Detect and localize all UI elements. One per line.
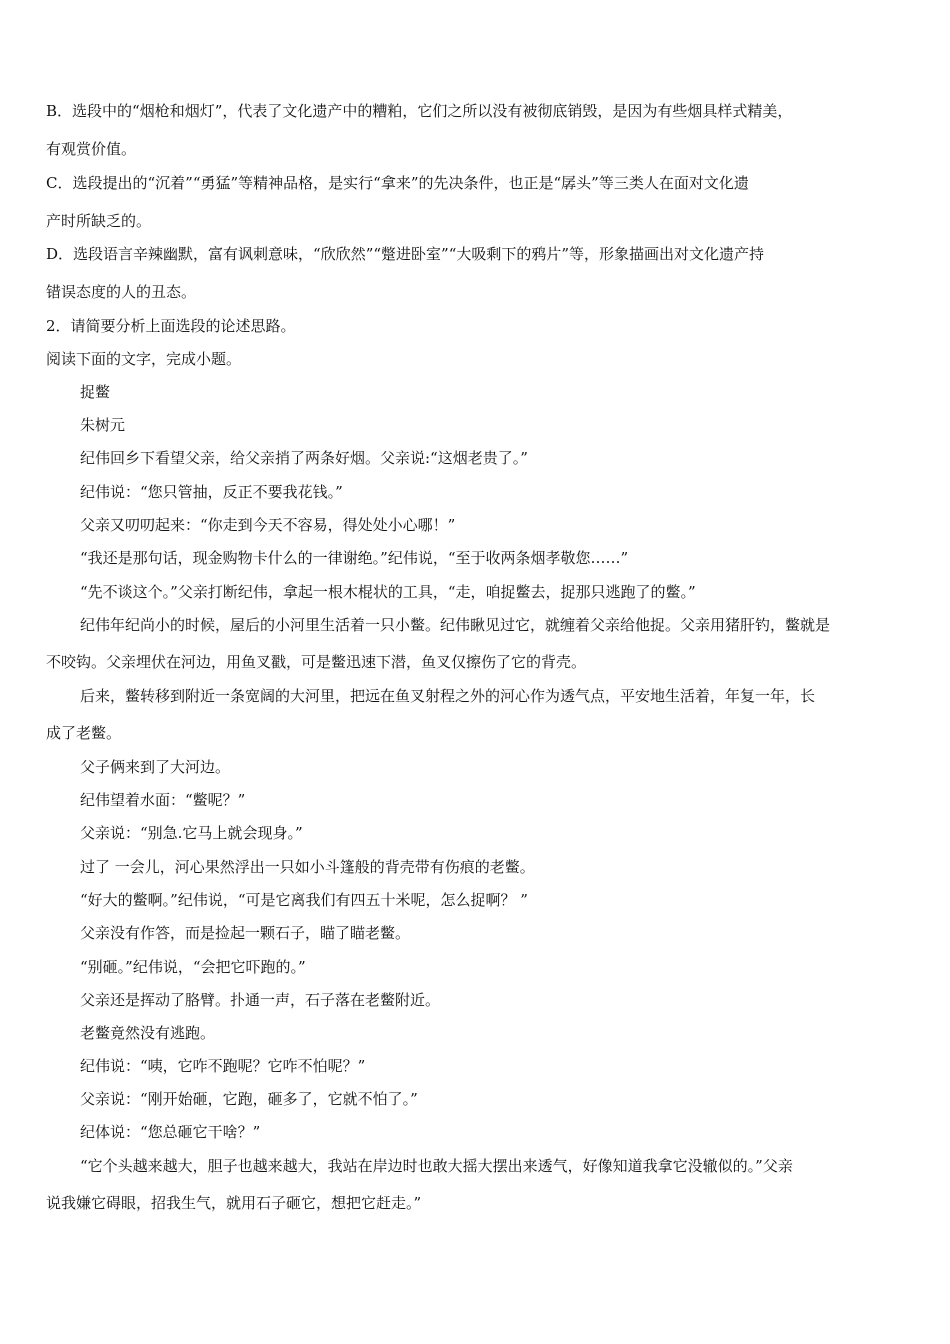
option-d-line-1: D．选段语言辛辣幽默，富有讽刺意味，“欣欣然”“蹩进卧室”“大吸剩下的鸦片”等，形象描画出对文化遗产持: [46, 245, 765, 263]
story-paragraph: 纪伟望着水面：“鳖呢？”: [80, 791, 246, 809]
story-paragraph-continuation: 不咬钩。父亲埋伏在河边，用鱼叉戳，可是鳖迅速下潜，鱼叉仅擦伤了它的背壳。: [46, 653, 587, 671]
option-b-line-2: 有观赏价值。: [46, 140, 137, 158]
option-c-line-2: 产时所缺乏的。: [46, 212, 152, 230]
story-paragraph: 父亲没有作答，而是捡起一颗石子，瞄了瞄老鳖。: [80, 924, 411, 942]
story-paragraph: “别砸。”纪伟说，“会把它吓跑的。”: [80, 958, 306, 976]
story-paragraph: 纪体说：“您总砸它干啥？”: [80, 1123, 261, 1141]
story-paragraph: 老鳖竟然没有逃跑。: [80, 1024, 216, 1042]
story-paragraph: 父亲又叨叨起来：“你走到今天不容易，得处处小心哪！”: [80, 516, 456, 534]
story-paragraph: “它个头越来越大，胆子也越来越大，我站在岸边时也敢大摇大摆出来透气，好像知道我拿它没辙似的。”父亲: [80, 1157, 793, 1175]
question-2: 2．请简要分析上面选段的论述思路。: [46, 317, 296, 335]
option-c-line-1: C．选段提出的“沉着”“勇猛”等精神品格，是实行“拿来”的先决条件，也正是“孱头”等三类人在面对文化遗: [46, 174, 749, 192]
reading-instruction: 阅读下面的文字，完成小题。: [46, 350, 242, 368]
story-paragraph: 父亲还是挥动了胳臂。扑通一声，石子落在老鳖附近。: [80, 991, 441, 1009]
story-paragraph: 纪伟说：“您只管抽，反正不要我花钱。”: [80, 483, 343, 501]
story-paragraph: “先不谈这个。”父亲打断纪伟，拿起一根木棍状的工具，“走，咱捉鳖去，捉那只逃跑了的鳖。”: [80, 583, 696, 601]
story-paragraph: 父亲说：“刚开始砸，它跑，砸多了，它就不怕了。”: [80, 1090, 418, 1108]
story-paragraph: 父子俩来到了大河边。: [80, 758, 231, 776]
story-paragraph: 纪伟说：“咦，它咋不跑呢？它咋不怕呢？”: [80, 1057, 366, 1075]
option-d-line-2: 错误态度的人的丑态。: [46, 283, 197, 301]
story-paragraph-continuation: 说我嫌它碍眼，招我生气，就用石子砸它，想把它赶走。”: [46, 1194, 422, 1212]
story-paragraph: 后来，鳖转移到附近一条宽阔的大河里，把远在鱼叉射程之外的河心作为透气点，平安地生活着，年复一年，长: [80, 687, 816, 705]
story-paragraph: 父亲说：“别急.它马上就会现身。”: [80, 824, 303, 842]
story-author: 朱树元: [80, 416, 126, 434]
story-paragraph: 纪伟回乡下看望父亲，给父亲捎了两条好烟。父亲说:“这烟老贵了。”: [80, 449, 528, 467]
story-paragraph: 过了 一会儿，河心果然浮出一只如小斗篷般的背壳带有伤痕的老鳖。: [80, 858, 535, 876]
option-b-line-1: B．选段中的“烟枪和烟灯”，代表了文化遗产中的糟粕，它们之所以没有被彻底销毁，是因为有些烟具样式精美，: [46, 102, 793, 120]
story-title: 捉鳖: [80, 383, 111, 401]
story-paragraph-continuation: 成了老鳖。: [46, 724, 122, 742]
story-paragraph: “我还是那句话，现金购物卡什么的一律谢绝。”纪伟说，“至于收两条烟孝敬您……”: [80, 549, 629, 567]
story-paragraph: “好大的鳖啊。”纪伟说，“可是它离我们有四五十米呢，怎么捉啊？ ”: [80, 891, 528, 909]
story-paragraph: 纪伟年纪尚小的时候，屋后的小河里生活着一只小鳖。纪伟瞅见过它，就缠着父亲给他捉。父亲用猪肝钓，鳖就是: [80, 616, 831, 634]
